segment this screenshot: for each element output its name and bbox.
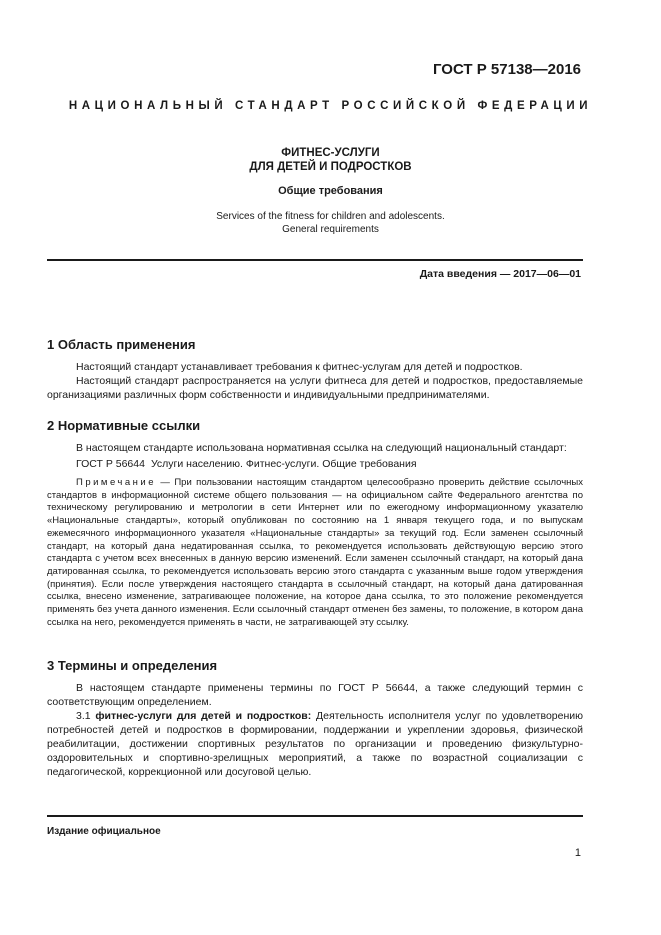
section-normative-references bbox=[47, 418, 583, 629]
section-1-title: 1 Область применения bbox=[47, 337, 196, 352]
normative-reference bbox=[47, 457, 583, 471]
section-3-paragraph-1: В настоящем стандарте применены термины по ГОСТ Р 56644, а также следующий термин с соответствующим определением. bbox=[47, 682, 583, 708]
official-edition-label: Издание официальное bbox=[47, 826, 161, 837]
note-label: Примечание bbox=[76, 477, 156, 488]
reference-note bbox=[47, 477, 583, 629]
english-title-line-1: Services of the fitness for children and adolescents. bbox=[216, 211, 445, 222]
section-terms bbox=[47, 658, 583, 779]
title-line-2: ДЛЯ ДЕТЕЙ И ПОДРОСТКОВ bbox=[249, 161, 412, 173]
section-3-title: 3 Термины и определения bbox=[47, 658, 218, 673]
title-line-1: ФИТНЕС-УСЛУГИ bbox=[281, 147, 380, 159]
page-number: 1 bbox=[574, 847, 581, 859]
document-subtitle: Общие требования bbox=[278, 185, 383, 197]
reference-code: ГОСТ Р 56644 bbox=[76, 458, 145, 470]
english-title-line-2: General requirements bbox=[282, 223, 379, 235]
section-scope bbox=[47, 337, 583, 402]
section-2-title: 2 Нормативные ссылки bbox=[47, 418, 201, 433]
term-number: 3.1 bbox=[76, 710, 91, 722]
english-title bbox=[0, 211, 661, 236]
section-1-paragraph-2: Настоящий стандарт распространяется на услуги фитнеса для детей и подростков, предоставляемые организациями различных форм собственности и индивидуальными предпринимателями. bbox=[47, 375, 583, 401]
national-standard-heading: НАЦИОНАЛЬНЫЙ СТАНДАРТ РОССИЙСКОЙ ФЕДЕРАЦИИ bbox=[68, 100, 593, 112]
term-definition bbox=[47, 709, 583, 779]
term-name: фитнес-услуги для детей и подростков: bbox=[95, 710, 312, 722]
note-text: — При пользовании настоящим стандартом целесообразно проверить действие ссылочных стандартов в информационной системе общего пользования — на официальном сайте Федерального агентства по техническому регулированию и метрологии в сети Интернет или по ежегодному информационному указателю «Национальные стандарты», который опубликован по состоянию на 1 января текущего года, и по выпускам ежемесячного информационного указателя «Национальные стандарты» за текущий год. Если заменен ссылочный стандарт, на который дана недатированная ссылка, то рекомендуется использовать действующую версию этого стандарта с учетом всех внесенных в данную версию изменений. Если заменен ссылочный стандарт, на который дана датированная ссылка, то рекомендуется использовать версию этого стандарта с указанным выше годом утверждения (принятия). Если после утверждения настоящего стандарта в ссылочный стандарт, на который дана датированная ссылка, внесено изменение, затрагивающее положение, на которое дана ссылка, то это положение рекомендуется применять без учета данного изменения. Если ссылочный стандарт отменен без замены, то положение, в котором дана ссылка на него, рекомендуется применять в части, не затрагивающей эту ссылку. bbox=[47, 477, 583, 628]
section-1-paragraph-1: Настоящий стандарт устанавливает требования к фитнес-услугам для детей и подростков. bbox=[76, 361, 523, 373]
document-title bbox=[0, 146, 661, 174]
section-2-paragraph-1: В настоящем стандарте использована нормативная ссылка на следующий национальный стандарт: bbox=[76, 442, 567, 454]
title-divider bbox=[47, 259, 583, 261]
term-definition-text: Деятельность исполнителя услуг по удовлетворению потребностей детей и подростков в формировании, поддержании и укреплении здоровья, физической реабилитации, достижении спортивных результатов по организации и проведению физкультурно-оздоровительных и спортивно-зрелищных мероприятий, а также по возрастной социализации с педагогической, коррекционной или досуговой целью. bbox=[47, 710, 584, 778]
footer-divider bbox=[47, 815, 583, 817]
introduction-date: Дата введения — 2017—06—01 bbox=[419, 268, 581, 280]
reference-title: Услуги населению. Фитнес-услуги. Общие требования bbox=[150, 458, 417, 470]
document-number: ГОСТ Р 57138—2016 bbox=[432, 61, 581, 78]
